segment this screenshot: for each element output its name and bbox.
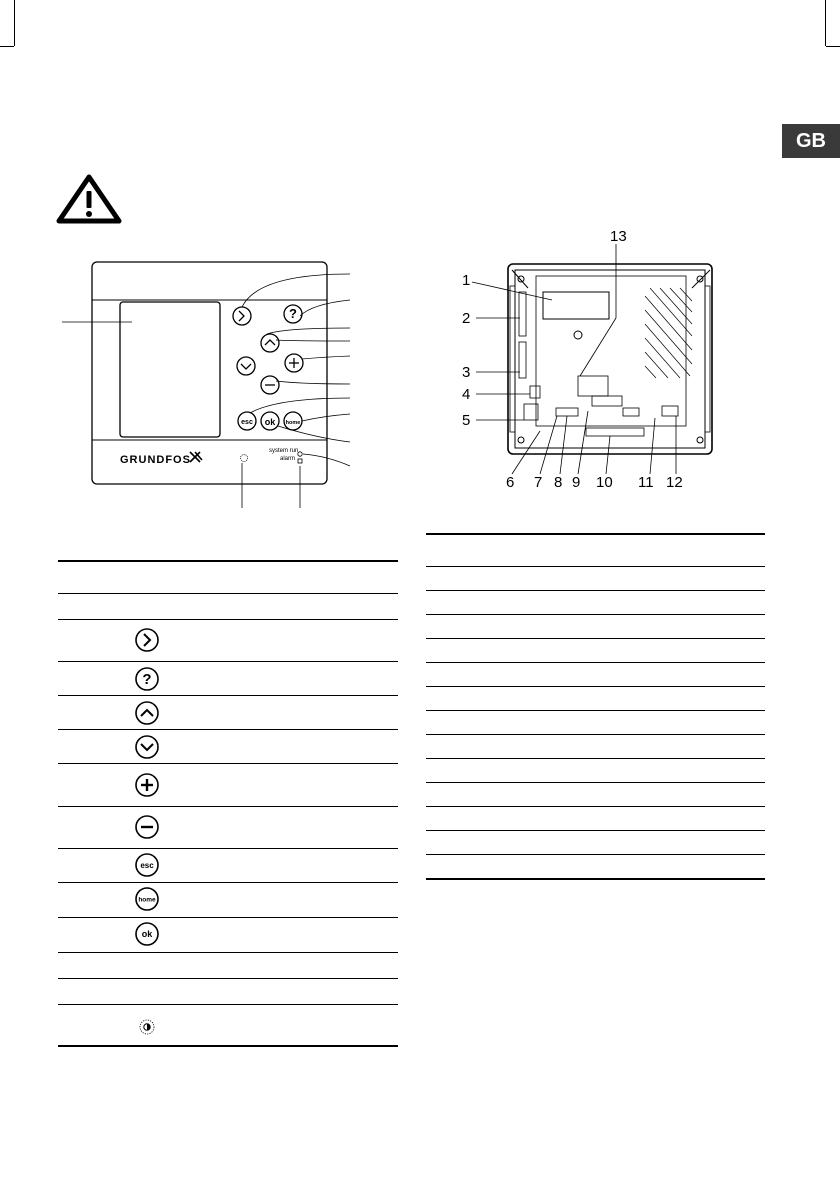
svg-text:?: ? <box>289 306 297 321</box>
crop-mark <box>826 46 840 47</box>
crop-mark <box>0 46 14 47</box>
callout-12: 12 <box>666 474 683 491</box>
table-rule <box>58 848 398 849</box>
led-label-system-run: system run <box>269 448 299 454</box>
table-rule <box>58 560 398 562</box>
back-panel-figure <box>440 226 730 492</box>
callout-3: 3 <box>462 364 471 381</box>
language-tab <box>782 124 840 158</box>
esc-button-icon <box>134 852 160 878</box>
table-rule <box>426 830 765 831</box>
table-rule <box>58 729 398 730</box>
table-rule <box>58 882 398 883</box>
language-tab-label: GB <box>796 129 826 152</box>
callout-13: 13 <box>610 228 627 245</box>
home-label: home <box>138 896 156 904</box>
table-rule <box>58 1004 398 1005</box>
esc-label: esc <box>140 861 154 870</box>
callout-9: 9 <box>572 474 581 491</box>
warning-triangle-icon <box>56 174 122 229</box>
svg-text:?: ? <box>142 671 152 688</box>
chevron-down-icon <box>134 734 160 760</box>
back-panel-drawing <box>440 226 730 492</box>
table-rule <box>58 952 398 953</box>
table-rule <box>426 878 765 880</box>
callout-11: 11 <box>638 474 654 491</box>
front-panel-drawing <box>62 256 362 508</box>
brand-logo-text: GRUNDFOS <box>120 454 191 466</box>
table-rule <box>426 638 765 639</box>
table-rule <box>58 917 398 918</box>
table-rule <box>58 978 398 979</box>
chevron-right-icon <box>134 627 160 653</box>
table-rule <box>58 619 398 620</box>
table-rule <box>426 758 765 759</box>
table-rule <box>426 533 765 535</box>
svg-text:esc: esc <box>241 419 253 426</box>
table-rule <box>58 661 398 662</box>
table-rule <box>58 763 398 764</box>
table-rule <box>58 1045 398 1047</box>
question-icon <box>134 666 160 692</box>
svg-text:ok: ok <box>264 417 276 427</box>
table-rule <box>58 806 398 807</box>
table-rule <box>426 590 765 591</box>
contrast-icon <box>138 1018 156 1036</box>
home-button-icon <box>134 886 160 912</box>
ok-label: ok <box>141 929 153 939</box>
callout-7: 7 <box>534 474 543 491</box>
chevron-up-icon <box>134 700 160 726</box>
callout-10: 10 <box>596 474 613 491</box>
minus-icon <box>134 814 160 840</box>
led-label-alarm: alarm <box>280 456 296 462</box>
callout-6: 6 <box>506 474 515 491</box>
table-rule <box>58 593 398 594</box>
ok-button-icon <box>134 921 160 947</box>
table-rule <box>426 710 765 711</box>
callout-4: 4 <box>462 386 471 403</box>
plus-icon <box>134 772 160 798</box>
table-rule <box>426 854 765 855</box>
crop-mark <box>14 0 15 46</box>
back-panel-table <box>426 533 765 883</box>
table-rule <box>426 686 765 687</box>
table-rule <box>426 566 765 567</box>
table-rule <box>426 734 765 735</box>
front-panel-table <box>58 560 398 1050</box>
callout-8: 8 <box>554 474 563 491</box>
table-rule <box>426 806 765 807</box>
table-rule <box>58 695 398 696</box>
table-rule <box>426 662 765 663</box>
front-panel-figure <box>62 256 362 508</box>
crop-mark <box>825 0 826 46</box>
svg-text:home: home <box>285 420 301 426</box>
callout-2: 2 <box>462 310 471 327</box>
callout-5: 5 <box>462 412 471 429</box>
table-rule <box>426 614 765 615</box>
table-rule <box>426 782 765 783</box>
callout-1: 1 <box>462 272 471 289</box>
